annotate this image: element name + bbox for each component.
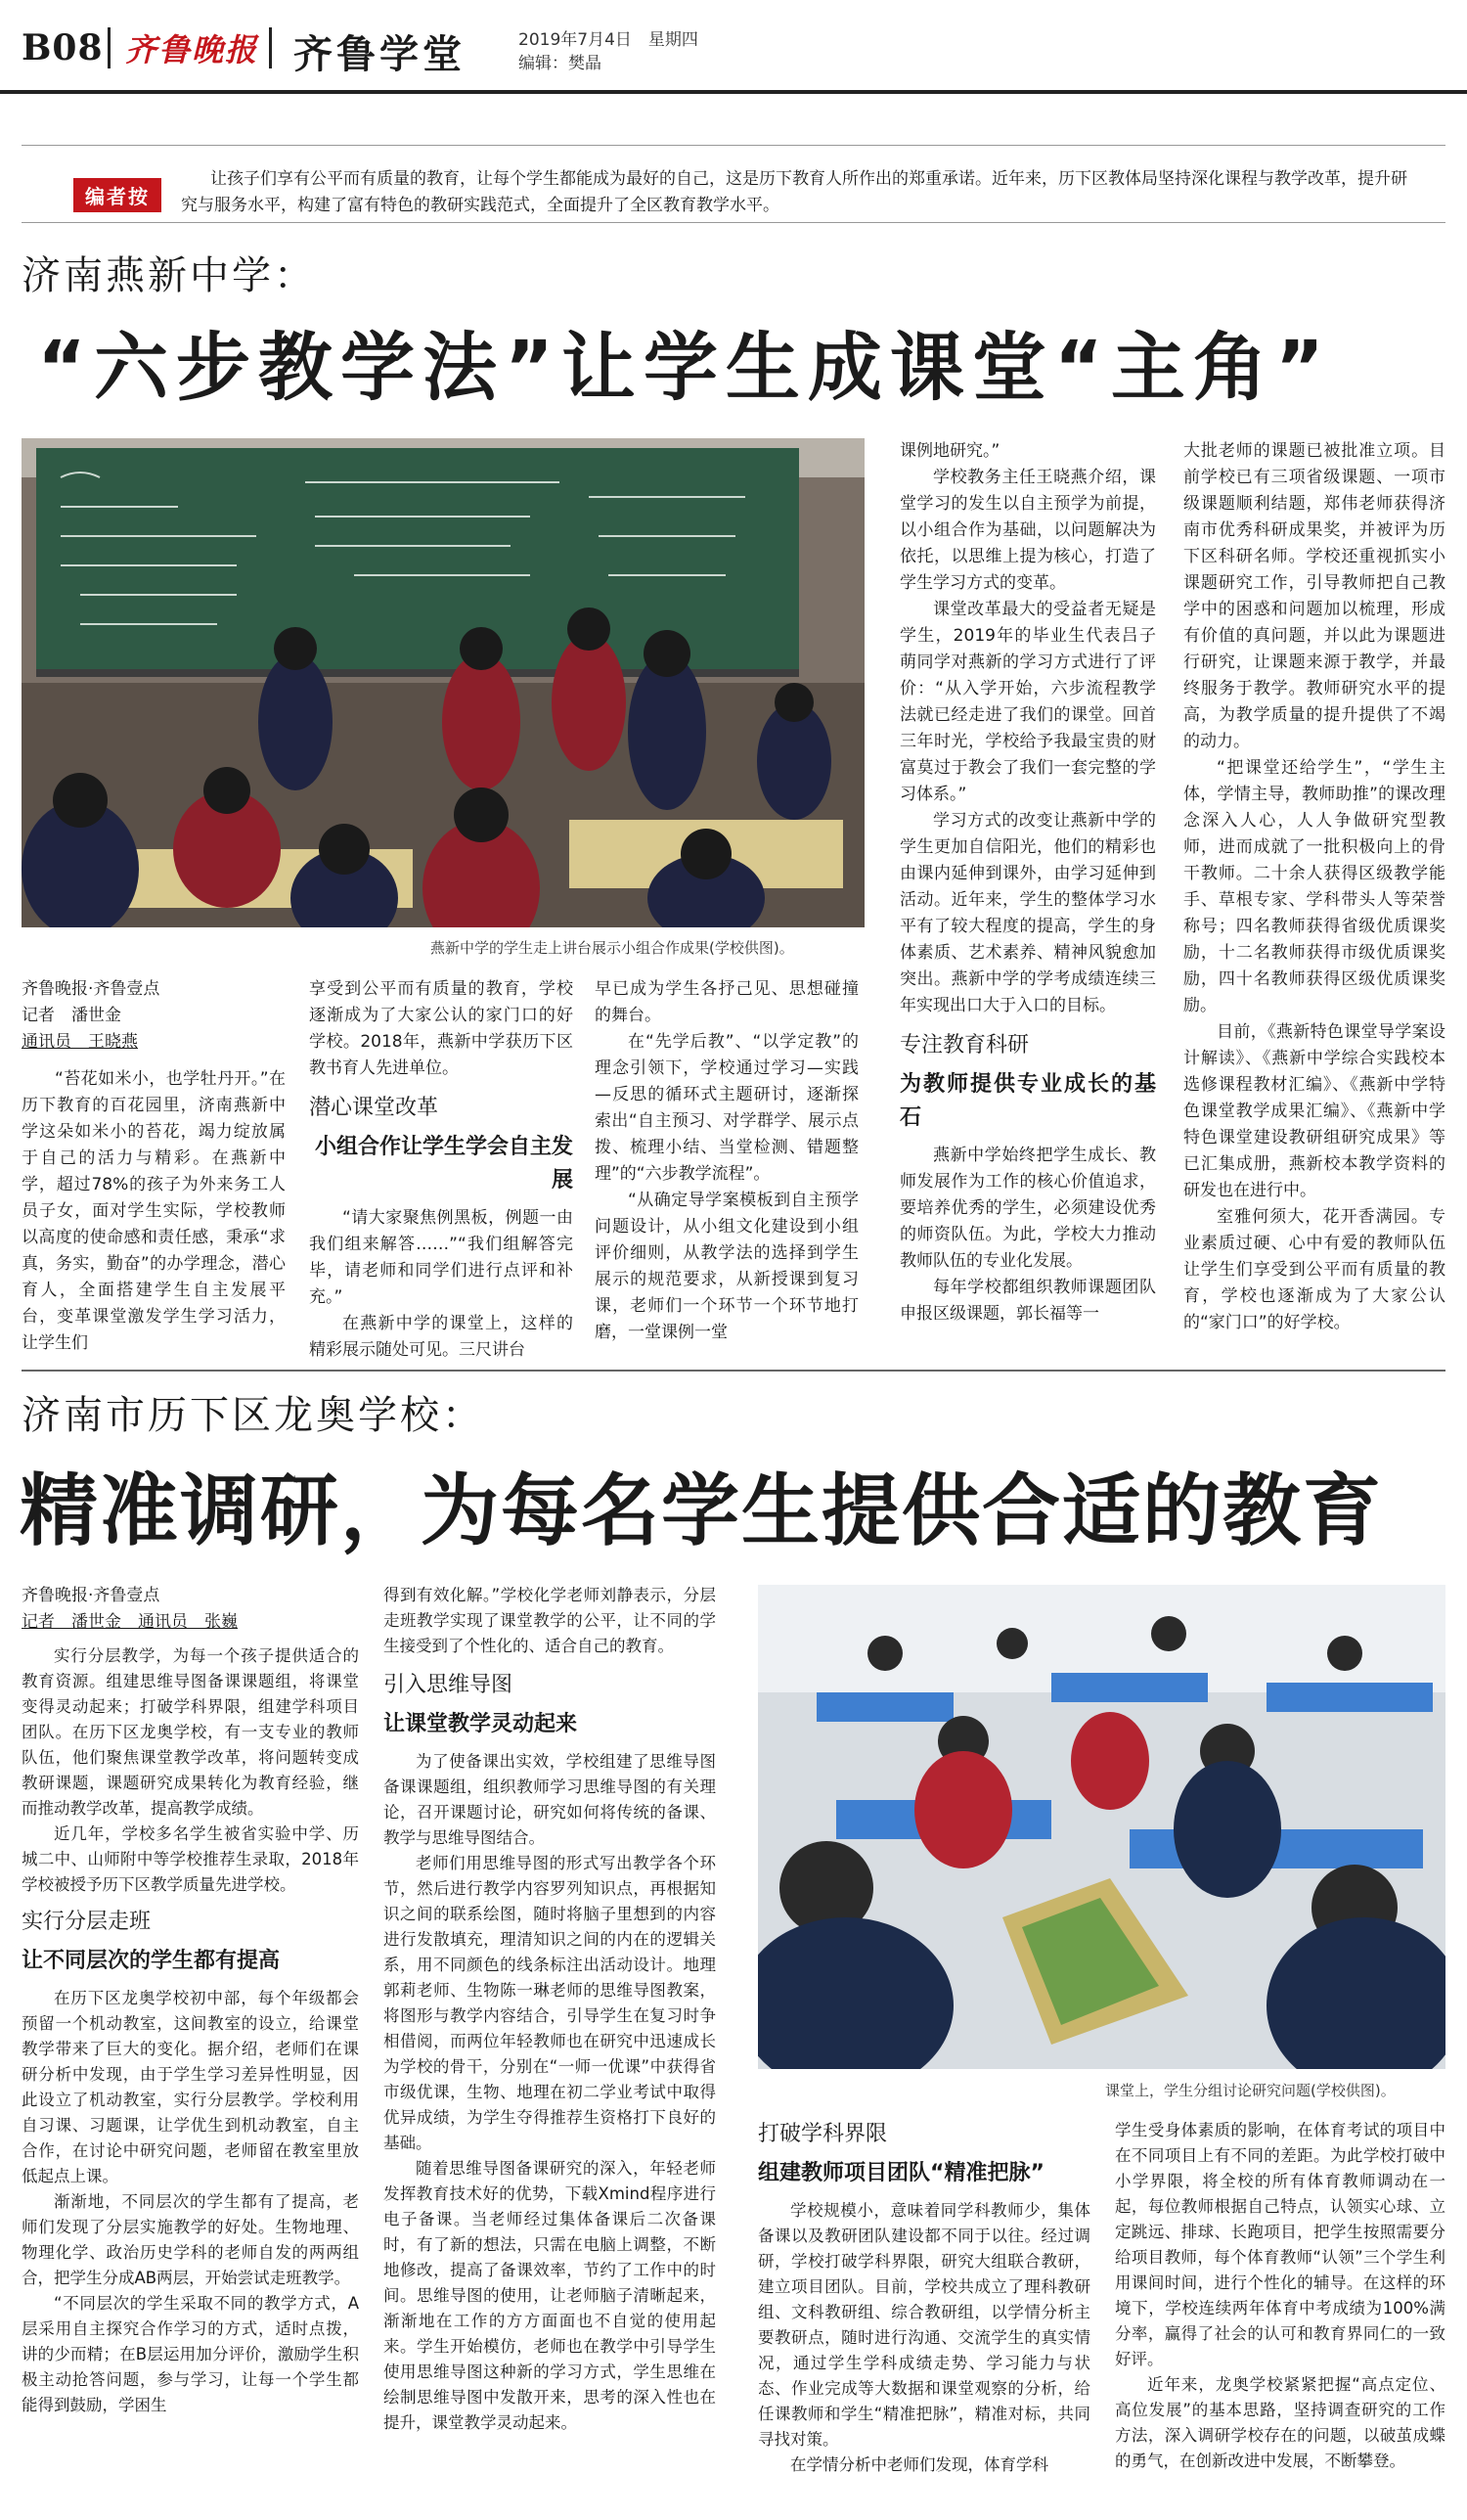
subhead-line: 为教师提供专业成长的基石 bbox=[900, 1072, 1156, 1130]
article1-column-1 bbox=[22, 1066, 286, 1357]
header-divider bbox=[108, 27, 111, 68]
paragraph: 在“先学后教”、“以学定教”的理念引领下，学校通过学习—实践—反思的循环式主题研讨，逐渐探索出“自主预习、对学群学、展示点拨、梳理小结、当堂检测、错题整理”的“六步教学流程”。 bbox=[595, 1032, 859, 1184]
subhead-line: 潜心课堂改革 bbox=[309, 1096, 439, 1120]
paragraph: 学习方式的改变让燕新中学的学生更加自信阳光，他们的精彩也由课内延伸到课外，由学习延伸到活动。近年来，学生的整体学习水平有了较大程度的提高，学生的身体素质、艺术素养、精神风貌愈加突出。燕新中学的学考成绩连续三年实现出口大于入口的目标。 bbox=[900, 811, 1156, 1015]
article1-byline bbox=[22, 976, 286, 1056]
page-number: B08 bbox=[22, 27, 104, 68]
article-separator bbox=[22, 1370, 1445, 1372]
paragraph: “请大家聚焦例黑板，例题一由我们组来解答……”“我们组解答完毕，请老师和同学们进行点评和补充。” bbox=[309, 1208, 573, 1307]
paragraph: 随着思维导图备课研究的深入，年轻老师发挥教育技术好的优势，下载Xmind程序进行电子备课。当老师经过集体备课后二次备课时，有了新的想法，只需在电脑上调整，不断地修改，提高了备课效率，节约了工作中的时间。思维导图的使用，让老师脑子清晰起来，渐渐地在工作的方方面面也不自觉的使用起来。学生开始模仿，老师也在教学中引导学生使用思维导图这种新的学习方式，学生思维在绘制思维导图中发散开来，思考的深入性也在提升，课堂教学灵动起来。 bbox=[383, 2159, 716, 2432]
article1-title: “六步教学法”让学生成课堂“主角” bbox=[37, 324, 1332, 411]
article1-column-5 bbox=[1183, 438, 1445, 1336]
subhead-line: 打破学科界限 bbox=[758, 2122, 888, 2146]
editor-note-text: 让孩子们享有公平而有质量的教育，让每个学生都能成为最好的自己，这是历下教育人所作出的郑重承诺。近年来，历下区教体局坚持深化课程与教学改革，提升研究与服务水平，构建了富有特色的教研实践范式，全面提升了全区教育教学水平。 bbox=[181, 169, 1407, 215]
byline-line: 齐鲁晚报·齐鲁壹点 bbox=[22, 979, 160, 999]
article1-kicker: 济南燕新中学： bbox=[22, 253, 316, 298]
paragraph: 室雅何须大，花开香满园。专业素质过硬、心中有爱的教师队伍让学生们享受到公平而有质量的教育，学校也逐渐成为了大家公认的“家门口”的好学校。 bbox=[1183, 1207, 1445, 1332]
section-title: 齐鲁学堂 bbox=[293, 32, 466, 77]
paragraph: “把课堂还给学生”，“学生主体，学情主导，教师助推”的课改理念深入人心，人人争做研究型教师，进而成就了一批积极向上的骨干教师。二十余人获得区级教学能手、草根专家、学科带头人等荣誉称号；四名教师获得省级优质课奖励，十二名教师获得市级优质课奖励，四十名教师获得区级优质课奖励。 bbox=[1183, 758, 1445, 1015]
newspaper-logo: 齐鲁晚报 bbox=[125, 31, 259, 68]
header-rule bbox=[0, 90, 1467, 94]
article2-column-2 bbox=[383, 1583, 716, 2436]
byline-line: 记者 潘世金 通讯员 张巍 bbox=[22, 1612, 238, 1632]
paragraph: 老师们用思维导图的形式写出教学各个环节，然后进行教学内容罗列知识点，再根据知识之间的联系绘图，随时将脑子里想到的内容进行发散填充，理清知识之间的内在的逻辑关系，用不同颜色的线条标注出活动设计。地理郭莉老师、生物陈一琳老师的思维导图教案，将图形与教学内容结合，引导学生在复习时争相借阅，而两位年轻教师也在研究中迅速成长为学校的骨干，分别在“一师一优课”中获得省市级优课，生物、地理在初二学业考试中取得优异成绩，为学生夺得推荐生资格打下良好的基础。 bbox=[383, 1854, 716, 2152]
article2-column-4 bbox=[1115, 2118, 1445, 2474]
subhead-line: 让不同层次的学生都有提高 bbox=[22, 1949, 281, 1973]
byline-line: 记者 潘世金 bbox=[22, 1006, 121, 1025]
article2-title: 精准调研，为每名学生提供合适的教育 bbox=[20, 1465, 1383, 1556]
editor-credit: 编辑：樊晶 bbox=[518, 54, 601, 73]
paragraph: “从确定导学案模板到自主预学问题设计，从小组文化建设到小组评价细则，从教学法的选择到学生展示的规范要求，从新授课到复习课，老师们一个环节一个环节地打磨，一堂课例一堂 bbox=[595, 1191, 859, 1342]
paragraph: 在历下区龙奥学校初中部，每个年级都会预留一个机动教室，这间教室的设立，给课堂教学带来了巨大的变化。据介绍，老师们在课研分析中发现，由于学生学习差异性明显，因此设立了机动教室，实行分层教学。学校利用自习课、习题课，让学优生到机动教室，自主合作，在讨论中研究问题，老师留在教室里放低起点上课。 bbox=[22, 1989, 359, 2185]
article2-byline bbox=[22, 1583, 359, 1636]
paragraph: 燕新中学始终把学生成长、教师发展作为工作的核心价值追求，要培养优秀的学生，必须建设优秀的师资队伍。为此，学校大力推动教师队伍的专业化发展。 bbox=[900, 1146, 1156, 1271]
paragraph: 得到有效化解。”学校化学老师刘静表示，分层走班教学实现了课堂教学的公平，让不同的学生接受到了个性化的、适合自己的教育。 bbox=[383, 1586, 716, 1655]
article2-photo bbox=[758, 1585, 1445, 2069]
paragraph: 目前，《燕新特色课堂导学案设计解读》、《燕新中学综合实践校本选修课程教材汇编》、《燕新中学特色课堂教学成果汇编》、《燕新中学特色课堂建设教研组研究成果》等已汇集成册，燕新校本教学资料的研发也在进行中。 bbox=[1183, 1022, 1445, 1200]
paragraph: 渐渐地，不同层次的学生都有了提高，老师们发现了分层实施教学的好处。生物地理、物理化学、政治历史学科的老师自发的两两组合，把学生分成AB两层，开始尝试走班教学。 bbox=[22, 2192, 359, 2287]
article2-kicker: 济南市历下区龙奥学校： bbox=[22, 1393, 484, 1438]
paragraph: 实行分层教学，为每一个孩子提供适合的教育资源。组建思维导图备课课题组，将课堂变得灵动起来；打破学科界限，组建学科项目团队。在历下区龙奥学校，有一支专业的教师队伍，他们聚焦课堂教学改革，将问题转变成教研课题，课题研究成果转化为教育经验，继而推动教学改革，提高教学成绩。 bbox=[22, 1646, 359, 1818]
paragraph: “不同层次的学生采取不同的教学方式，A层采用自主探究合作学习的方式，适时点拨，讲的少而精；在B层运用加分评价，激励学生积极主动抢答问题，参与学习，让每一个学生都能得到鼓励，学困生 bbox=[22, 2294, 359, 2414]
paragraph: 学生受身体素质的影响，在体育考试的项目中在不同项目上有不同的差距。为此学校打破中小学界限，将全校的所有体育教师调动在一起，每位教师根据自己特点，认领实心球、立定跳远、排球、长跑项目，把学生按照需要分给项目教师，每个体育教师“认领”三个学生利用课间时间，进行个性化的辅导。在这样的环境下，学校连续两年体育中考成绩为100%满分率，赢得了社会的认可和教育界同仁的一致好评。 bbox=[1115, 2121, 1445, 2368]
subhead-line: 引入思维导图 bbox=[383, 1673, 513, 1697]
editor-note-tag: 编者按 bbox=[73, 178, 161, 212]
article1-column-2 bbox=[309, 976, 573, 1364]
paragraph: “苔花如米小，也学牡丹开。”在历下教育的百花园里，济南燕新中学这朵如米小的苔花，竭力绽放属于自己的活力与精彩。在燕新中学，超过78%的孩子为外来务工人员子女，面对学生实际，学校教师以高度的使命感和责任感，秉承“求真，务实，勤奋”的办学理念，潜心育人，全面搭建学生自主发展平台，变革课堂激发学生学习活力，让学生们 bbox=[22, 1069, 286, 1353]
paragraph: 享受到公平而有质量的教育，学校逐渐成为了大家公认的家门口的好学校。2018年，燕新中学获历下区教书育人先进单位。 bbox=[309, 979, 573, 1078]
subhead-line: 小组合作让学生学会自主发展 bbox=[314, 1135, 573, 1192]
paragraph: 近几年，学校多名学生被省实验中学、历城二中、山师附中等学校推荐生录取，2018年学校被授予历下区教学质量先进学校。 bbox=[22, 1824, 359, 1894]
subhead-line: 让课堂教学灵动起来 bbox=[383, 1712, 578, 1736]
article1-column-4 bbox=[900, 438, 1156, 1328]
paragraph: 为了使备课出实效，学校组建了思维导图备课课题组，组织教师学习思维导图的有关理论，召开课题讨论，研究如何将传统的备课、教学与思维导图结合。 bbox=[383, 1752, 716, 1847]
paragraph: 每年学校都组织教师课题团队申报区级课题，郭长福等一 bbox=[900, 1278, 1156, 1324]
issue-date: 2019年7月4日 星期四 bbox=[518, 30, 698, 50]
paragraph: 在燕新中学的课堂上，这样的精彩展示随处可见。三尺讲台 bbox=[309, 1314, 573, 1360]
paragraph: 近年来，龙奥学校紧紧把握“高点定位、高位发展”的基本思路，坚持调查研究的工作方法，深入调研学校存在的问题，以破茧成蝶的勇气，在创新改进中发展，不断攀登。 bbox=[1115, 2375, 1445, 2470]
article2-column-1 bbox=[22, 1643, 359, 2418]
paragraph: 课堂改革最大的受益者无疑是学生，2019年的毕业生代表吕子萌同学对燕新的学习方式进行了评价：“从入学开始，六步流程教学法就已经走进了我们的课堂。回首三年时光，学校给予我最宝贵的财富莫过于教会了我们一套完整的学习体系。” bbox=[900, 600, 1156, 804]
article1-photo bbox=[22, 438, 865, 927]
subhead-line: 组建教师项目团队“精准把脉” bbox=[758, 2161, 1045, 2185]
byline-line: 通讯员 王晓燕 bbox=[22, 1032, 138, 1052]
article1-photo-caption: 燕新中学的学生走上讲台展示小组合作成果(学校供图)。 bbox=[430, 939, 794, 957]
paragraph: 课例地研究。” bbox=[900, 441, 1000, 461]
paragraph: 在学情分析中老师们发现，体育学科 bbox=[790, 2455, 1048, 2474]
article2-photo-caption: 课堂上，学生分组讨论研究问题(学校供图)。 bbox=[1105, 2082, 1396, 2099]
paragraph: 学校教务主任王晓燕介绍，课堂学习的发生以自主预学为前提，以小组合作为基础，以问题解决为依托，以思维上提为核心，打造了学生学习方式的变革。 bbox=[900, 468, 1156, 593]
paragraph: 大批老师的课题已被批准立项。目前学校已有三项省级课题、一项市级课题顺利结题，郑伟老师获得济南市优秀科研成果奖，并被评为历下区科研名师。学校还重视抓实小课题研究工作，引导教师把自己教学中的困惑和问题加以梳理，形成有价值的真问题，并以此为课题进行研究，让课题来源于教学，并最终服务于教学。教师研究水平的提高，为教学质量的提升提供了不竭的动力。 bbox=[1183, 441, 1445, 751]
subhead-line: 专注教育科研 bbox=[900, 1033, 1030, 1058]
byline-line: 齐鲁晚报·齐鲁壹点 bbox=[22, 1586, 160, 1605]
paragraph: 早已成为学生各抒己见、思想碰撞的舞台。 bbox=[595, 979, 859, 1025]
header-divider bbox=[269, 27, 272, 68]
article2-column-3 bbox=[758, 2118, 1090, 2478]
subhead-line: 实行分层走班 bbox=[22, 1910, 152, 1934]
article1-column-3 bbox=[595, 976, 859, 1346]
paragraph: 学校规模小，意味着同学科教师少，集体备课以及教研团队建设都不同于以往。经过调研，学校打破学科界限，研究大组联合教研，建立项目团队。目前，学校共成立了理科教研组、文科教研组、综合教研组，以学情分析主要教研点，随时进行沟通、交流学生的真实情况，通过学生学科成绩走势、学习能力与状态、作业完成等大数据和课堂观察的分析，给任课教师和学生“精准把脉”，精准对标，共同寻找对策。 bbox=[758, 2201, 1090, 2449]
